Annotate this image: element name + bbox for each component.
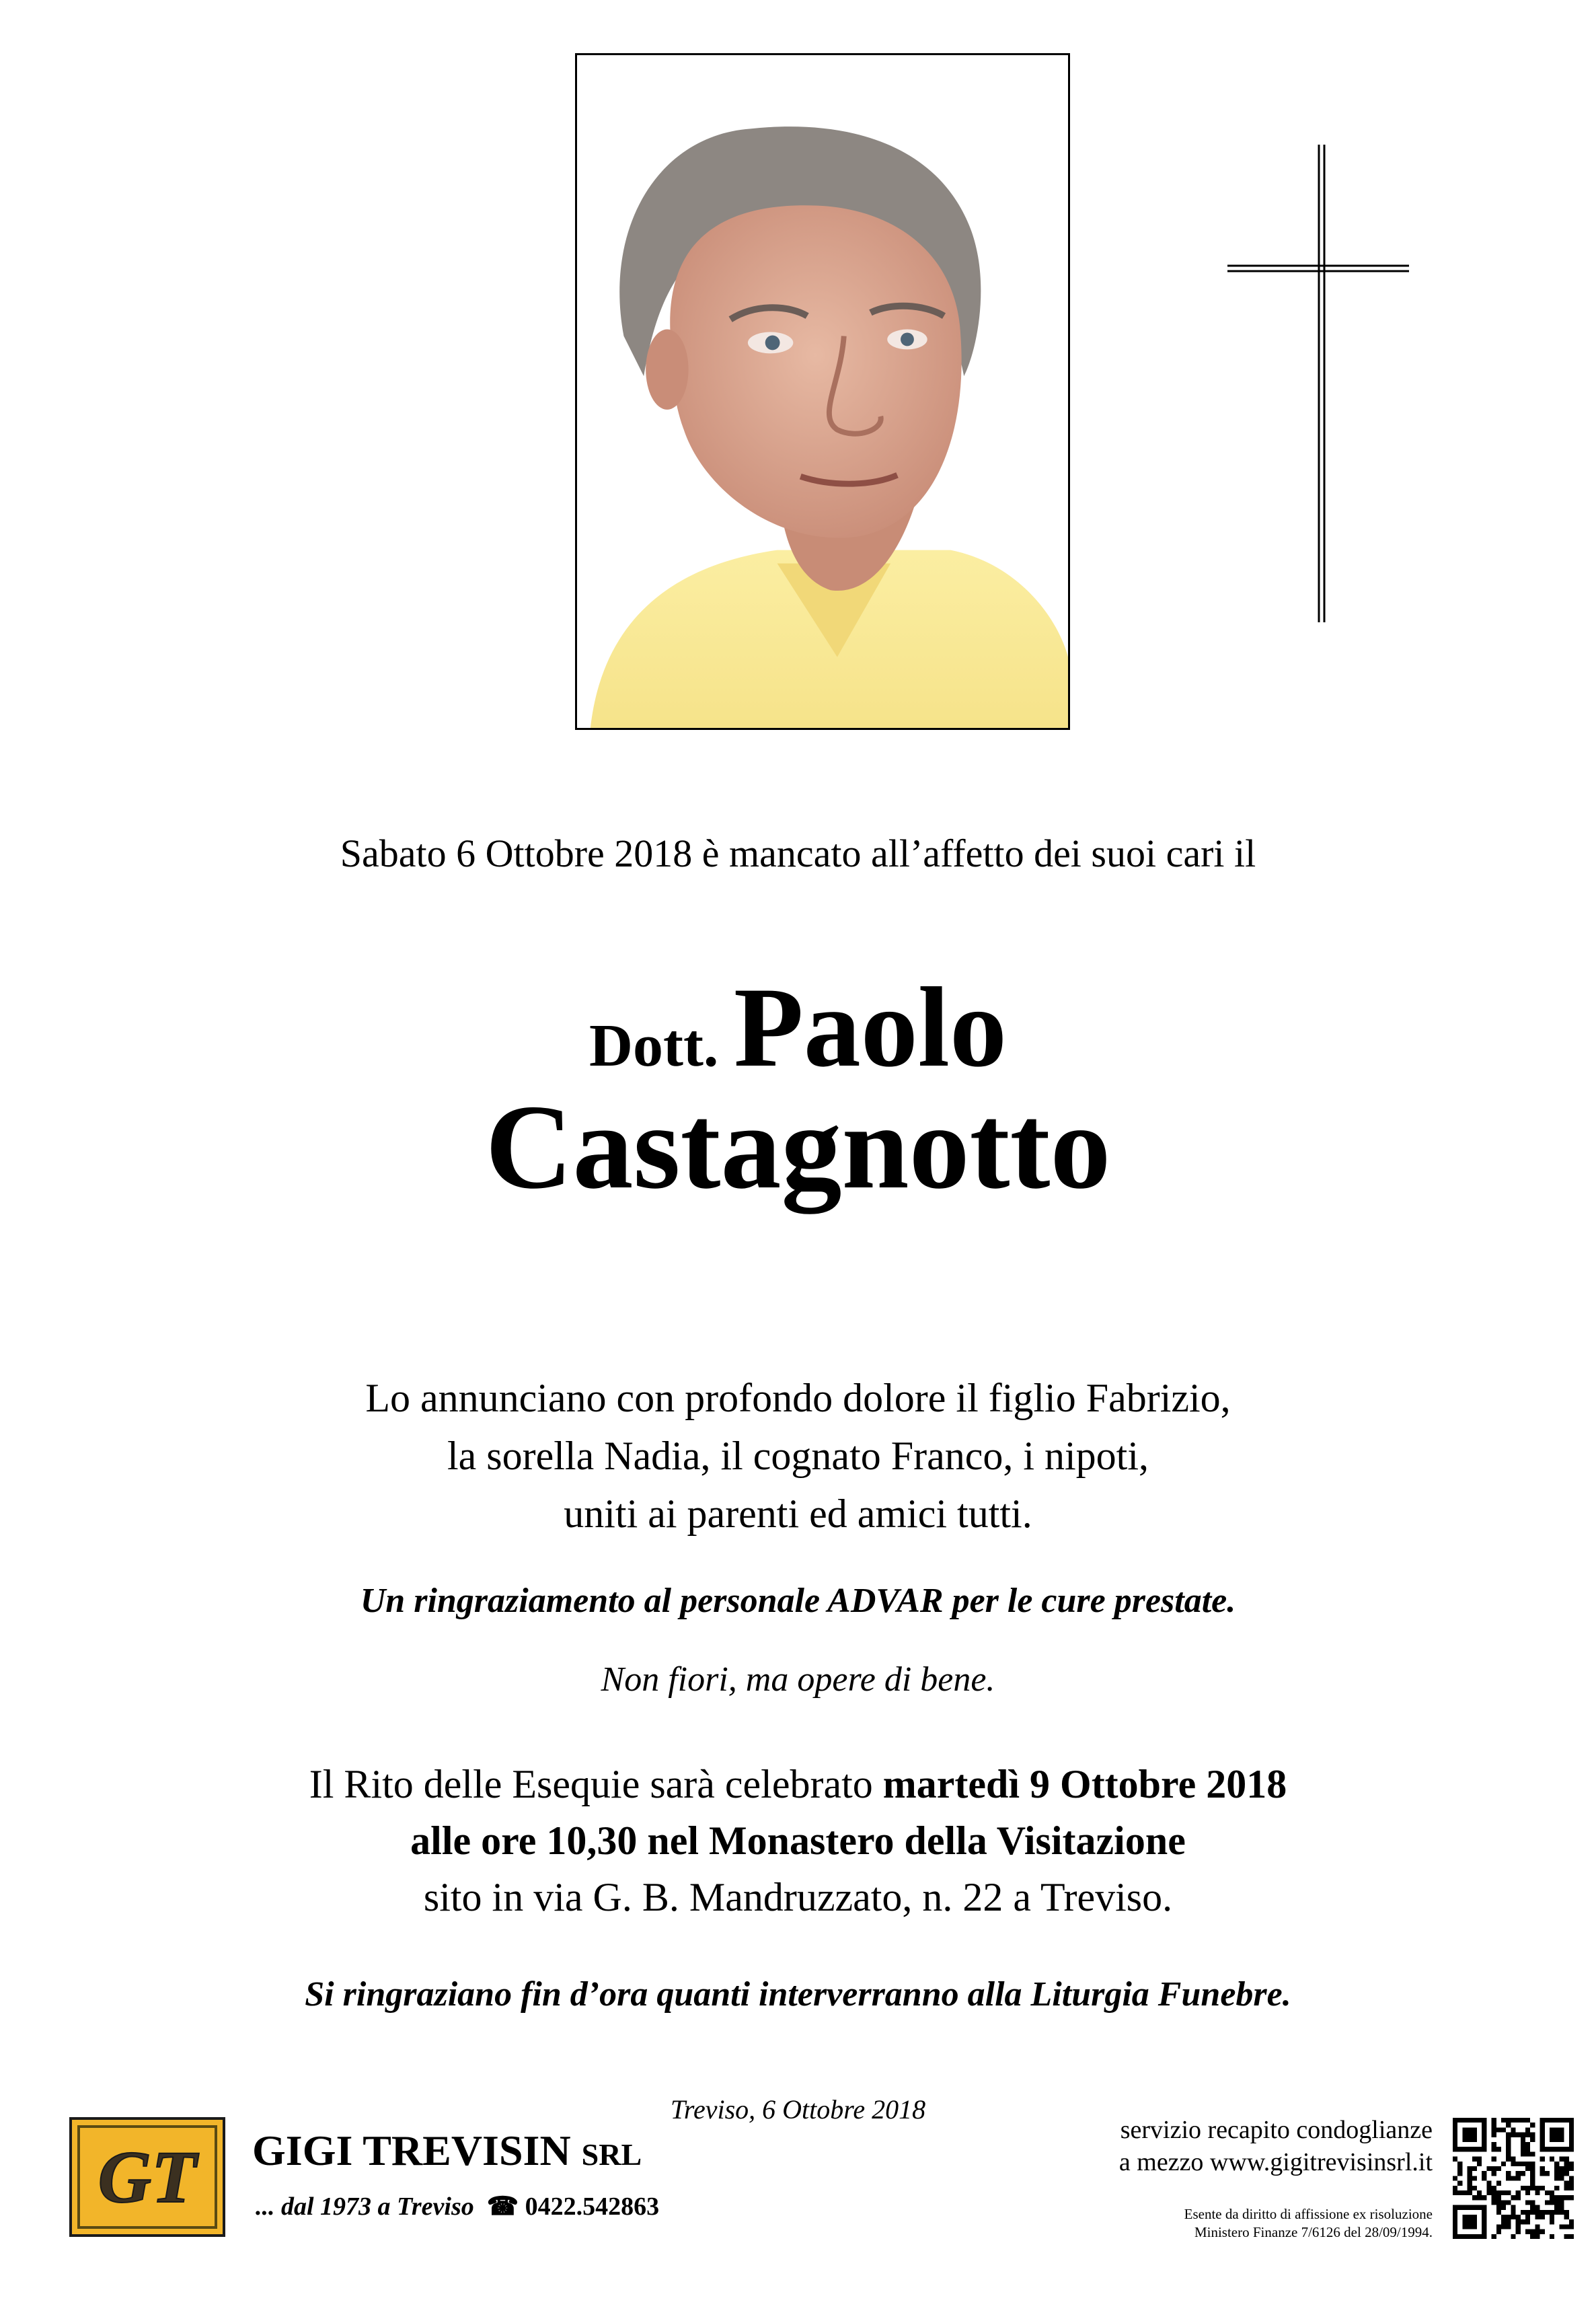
- legal-line-1: Esente da diritto di affissione ex risoluzione: [1184, 2206, 1433, 2222]
- family-line-1: Lo annunciano con profondo dolore il figlio Fabrizio,: [365, 1376, 1231, 1420]
- flowers-note: Non fiori, ma opere di bene.: [601, 1660, 995, 1699]
- telephone-icon: ☎: [486, 2192, 519, 2221]
- company-since: ... dal 1973 a Treviso: [256, 2192, 474, 2221]
- family-line-3: uniti ai parenti ed amici tutti.: [564, 1491, 1032, 1536]
- rite-line-1-text: Il Rito delle Esequie sarà celebrato: [309, 1762, 883, 1806]
- service-line-2: a mezzo www.gigitrevisinsrl.it: [1118, 2148, 1433, 2176]
- final-thanks: Si ringraziano fin d’ora quanti interverranno alla Liturgia Funebre.: [305, 1975, 1291, 2014]
- company-name: [252, 2126, 642, 2176]
- deceased-first-line: [0, 962, 1596, 1093]
- condolence-service: [1069, 2114, 1433, 2178]
- intro-line: Sabato 6 Ottobre 2018 è mancato all’affetto dei suoi cari il: [340, 832, 1256, 875]
- honorific-title: Dott.: [588, 1012, 719, 1079]
- legal-note: [1029, 2205, 1433, 2242]
- rite-date: martedì 9 Ottobre 2018: [882, 1762, 1287, 1806]
- company-suffix: SRL: [581, 2137, 642, 2172]
- rite-address: sito in via G. B. Mandruzzato, n. 22 a Treviso.: [423, 1875, 1173, 1919]
- advar-thanks: Un ringraziamento al personale ADVAR per le cure prestate.: [360, 1582, 1236, 1620]
- qr-code: [1453, 2118, 1574, 2239]
- legal-line-2: Ministero Finanze 7/6126 del 28/09/1994.: [1194, 2224, 1433, 2240]
- logo-letters: GT: [98, 2136, 197, 2218]
- place-date: Treviso, 6 Ottobre 2018: [670, 2094, 926, 2125]
- company-since-phone: [256, 2191, 659, 2221]
- deceased-last-name: Castagnotto: [485, 1080, 1111, 1214]
- family-line-2: la sorella Nadia, il cognato Franco, i nipoti,: [447, 1434, 1149, 1478]
- company-phone: 0422.542863: [525, 2192, 660, 2221]
- rite-time-place: alle ore 10,30 nel Monastero della Visitazione: [410, 1818, 1186, 1863]
- service-line-1: servizio recapito condoglianze: [1120, 2116, 1433, 2144]
- latin-cross-icon: [1227, 145, 1409, 622]
- rite-line-1: [0, 1756, 1596, 1812]
- company-name-text: GIGI TREVISIN: [252, 2127, 571, 2174]
- family-announcement: [0, 1369, 1596, 1543]
- deceased-first-name: Paolo: [733, 964, 1007, 1091]
- portrait-photo: [575, 53, 1070, 730]
- company-logo: [69, 2117, 225, 2237]
- funeral-rite-info: [0, 1756, 1596, 1925]
